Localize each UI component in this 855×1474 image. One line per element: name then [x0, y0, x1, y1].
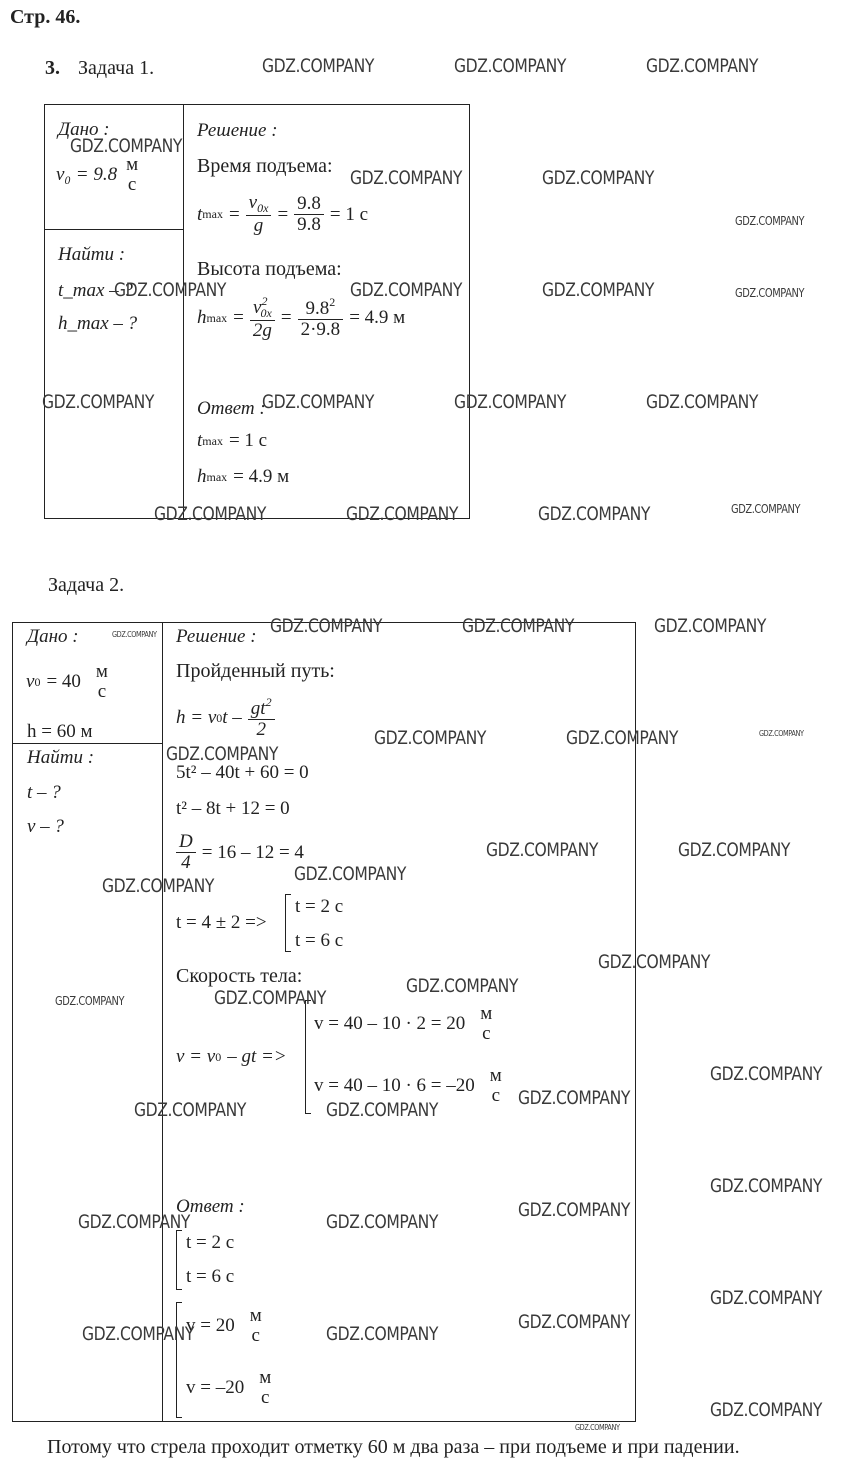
watermark: GDZ.COMPANY — [654, 615, 767, 637]
task2-eq6-lhs: v = v 0 – gt => — [176, 1046, 287, 1067]
task2-divider-horizontal — [12, 743, 163, 744]
task2-given-h: h = 60 м — [27, 721, 93, 742]
task2-eq5-root1: t = 2 с — [295, 896, 344, 917]
watermark: GDZ.COMPANY — [575, 1423, 620, 1432]
watermark: GDZ.COMPANY — [462, 615, 575, 637]
watermark: GDZ.COMPANY — [102, 875, 215, 897]
watermark: GDZ.COMPANY — [166, 743, 279, 765]
watermark: GDZ.COMPANY — [134, 1099, 247, 1121]
task1-find-hmax: h_max – ? — [58, 313, 138, 334]
task2-answer-t1: t = 2 с — [186, 1232, 235, 1253]
section-number: 3. — [45, 57, 60, 79]
watermark: GDZ.COMPANY — [326, 1099, 439, 1121]
watermark: GDZ.COMPANY — [294, 863, 407, 885]
watermark: GDZ.COMPANY — [710, 1287, 823, 1309]
watermark: GDZ.COMPANY — [454, 391, 567, 413]
watermark: GDZ.COMPANY — [350, 167, 463, 189]
watermark: GDZ.COMPANY — [518, 1311, 631, 1333]
task2-title: Задача 2. — [48, 574, 125, 596]
task2-eq5-lhs: t = 4 ± 2 => — [176, 912, 267, 933]
watermark: GDZ.COMPANY — [538, 503, 651, 525]
task1-height-formula: h max = $\frac{v^2_{0x}}{2g}$ = $\frac{9.8^2}{2\cdot 9.8}$ = 4.9 м — [197, 294, 406, 341]
watermark: GDZ.COMPANY — [326, 1211, 439, 1233]
watermark: GDZ.COMPANY — [346, 503, 459, 525]
task2-eq6-bracket — [305, 1000, 311, 1114]
task2-eq5-bracket — [285, 894, 291, 952]
task1-given-label: Дано : — [58, 119, 110, 140]
task2-answer-t-bracket — [176, 1230, 182, 1290]
watermark: GDZ.COMPANY — [486, 839, 599, 861]
task2-answer-t2: t = 6 с — [186, 1266, 235, 1287]
task1-divider-horizontal — [44, 229, 184, 230]
task2-footer-explanation: Потому что стрела проходит отметку 60 м два раза – при подъеме и при падении. — [47, 1436, 740, 1458]
task1-divider-vertical — [183, 104, 184, 519]
watermark: GDZ.COMPANY — [82, 1323, 195, 1345]
task1-find-tmax: t_max – ? — [58, 280, 133, 301]
watermark: GDZ.COMPANY — [406, 975, 519, 997]
task2-find-v: v – ? — [27, 816, 64, 837]
task2-answer-v1: v = 20 м с — [186, 1305, 262, 1346]
watermark: GDZ.COMPANY — [55, 994, 125, 1008]
watermark: GDZ.COMPANY — [518, 1087, 631, 1109]
task2-divider-vertical — [162, 622, 163, 1422]
task2-eq6-r2: v = 40 – 10 · 6 = –20 м с — [314, 1065, 502, 1106]
task1-rise-time-formula: t max = $\frac{v_{0x}}{g}$ = $\frac{9.8}{9.8}$ = 1 с — [197, 192, 369, 236]
task2-speed-title: Скорость тела: — [176, 965, 303, 987]
watermark: GDZ.COMPANY — [710, 1063, 823, 1085]
watermark: GDZ.COMPANY — [270, 615, 383, 637]
watermark: GDZ.COMPANY — [214, 987, 327, 1009]
watermark: GDZ.COMPANY — [42, 391, 155, 413]
task2-solution-label: Решение : — [176, 626, 257, 647]
task2-given-v0: v 0 = 40 м с — [26, 661, 108, 702]
watermark: GDZ.COMPANY — [374, 727, 487, 749]
task2-given-label: Дано : — [27, 626, 79, 647]
watermark: GDZ.COMPANY — [542, 167, 655, 189]
task2-answer-v2: v = –20 м с — [186, 1367, 272, 1408]
watermark: GDZ.COMPANY — [646, 55, 759, 77]
watermark: GDZ.COMPANY — [710, 1175, 823, 1197]
watermark: GDZ.COMPANY — [262, 391, 375, 413]
page-header: Стр. 46. — [10, 6, 81, 28]
task1-title: Задача 1. — [78, 57, 155, 79]
watermark: GDZ.COMPANY — [350, 279, 463, 301]
watermark: GDZ.COMPANY — [542, 279, 655, 301]
task1-rise-time-title: Время подъема: — [197, 155, 333, 177]
task2-eq3: t² – 8t + 12 = 0 — [176, 798, 290, 819]
watermark: GDZ.COMPANY — [70, 135, 183, 157]
task2-eq1: h = v 0 t – $\frac{gt^2}{2}$ — [176, 696, 275, 741]
watermark: GDZ.COMPANY — [731, 502, 801, 516]
task1-height-title: Высота подъема: — [197, 258, 342, 280]
task1-find-label: Найти : — [58, 244, 126, 265]
task2-eq2: 5t² – 40t + 60 = 0 — [176, 762, 309, 783]
task2-answer-label: Ответ : — [176, 1196, 245, 1217]
watermark: GDZ.COMPANY — [598, 951, 711, 973]
watermark: GDZ.COMPANY — [78, 1211, 191, 1233]
watermark: GDZ.COMPANY — [154, 503, 267, 525]
watermark: GDZ.COMPANY — [112, 630, 157, 639]
watermark: GDZ.COMPANY — [518, 1199, 631, 1221]
task2-answer-v-bracket — [176, 1302, 182, 1418]
watermark: GDZ.COMPANY — [646, 391, 759, 413]
task2-eq5-root2: t = 6 с — [295, 930, 344, 951]
watermark: GDZ.COMPANY — [735, 286, 805, 300]
task1-answer-tmax: t max = 1 с — [197, 430, 268, 451]
task1-given-v0: v₀ = 9.8 м с — [56, 154, 139, 195]
watermark: GDZ.COMPANY — [326, 1323, 439, 1345]
task2-find-t: t – ? — [27, 782, 61, 803]
task1-solution-label: Решение : — [197, 120, 278, 141]
watermark: GDZ.COMPANY — [454, 55, 567, 77]
watermark: GDZ.COMPANY — [114, 279, 227, 301]
task2-eq6-r1: v = 40 – 10 · 2 = 20 м с — [314, 1003, 493, 1044]
task2-path-title: Пройденный путь: — [176, 660, 335, 682]
task2-eq4: $\frac{D}{4}$ = 16 – 12 = 4 — [176, 832, 304, 874]
task1-answer-hmax: h max = 4.9 м — [197, 466, 290, 487]
watermark: GDZ.COMPANY — [759, 729, 804, 738]
watermark: GDZ.COMPANY — [710, 1399, 823, 1421]
task1-answer-label: Ответ : — [197, 398, 266, 419]
watermark: GDZ.COMPANY — [735, 214, 805, 228]
task2-find-label: Найти : — [27, 747, 95, 768]
watermark: GDZ.COMPANY — [678, 839, 791, 861]
watermark: GDZ.COMPANY — [566, 727, 679, 749]
watermark: GDZ.COMPANY — [262, 55, 375, 77]
